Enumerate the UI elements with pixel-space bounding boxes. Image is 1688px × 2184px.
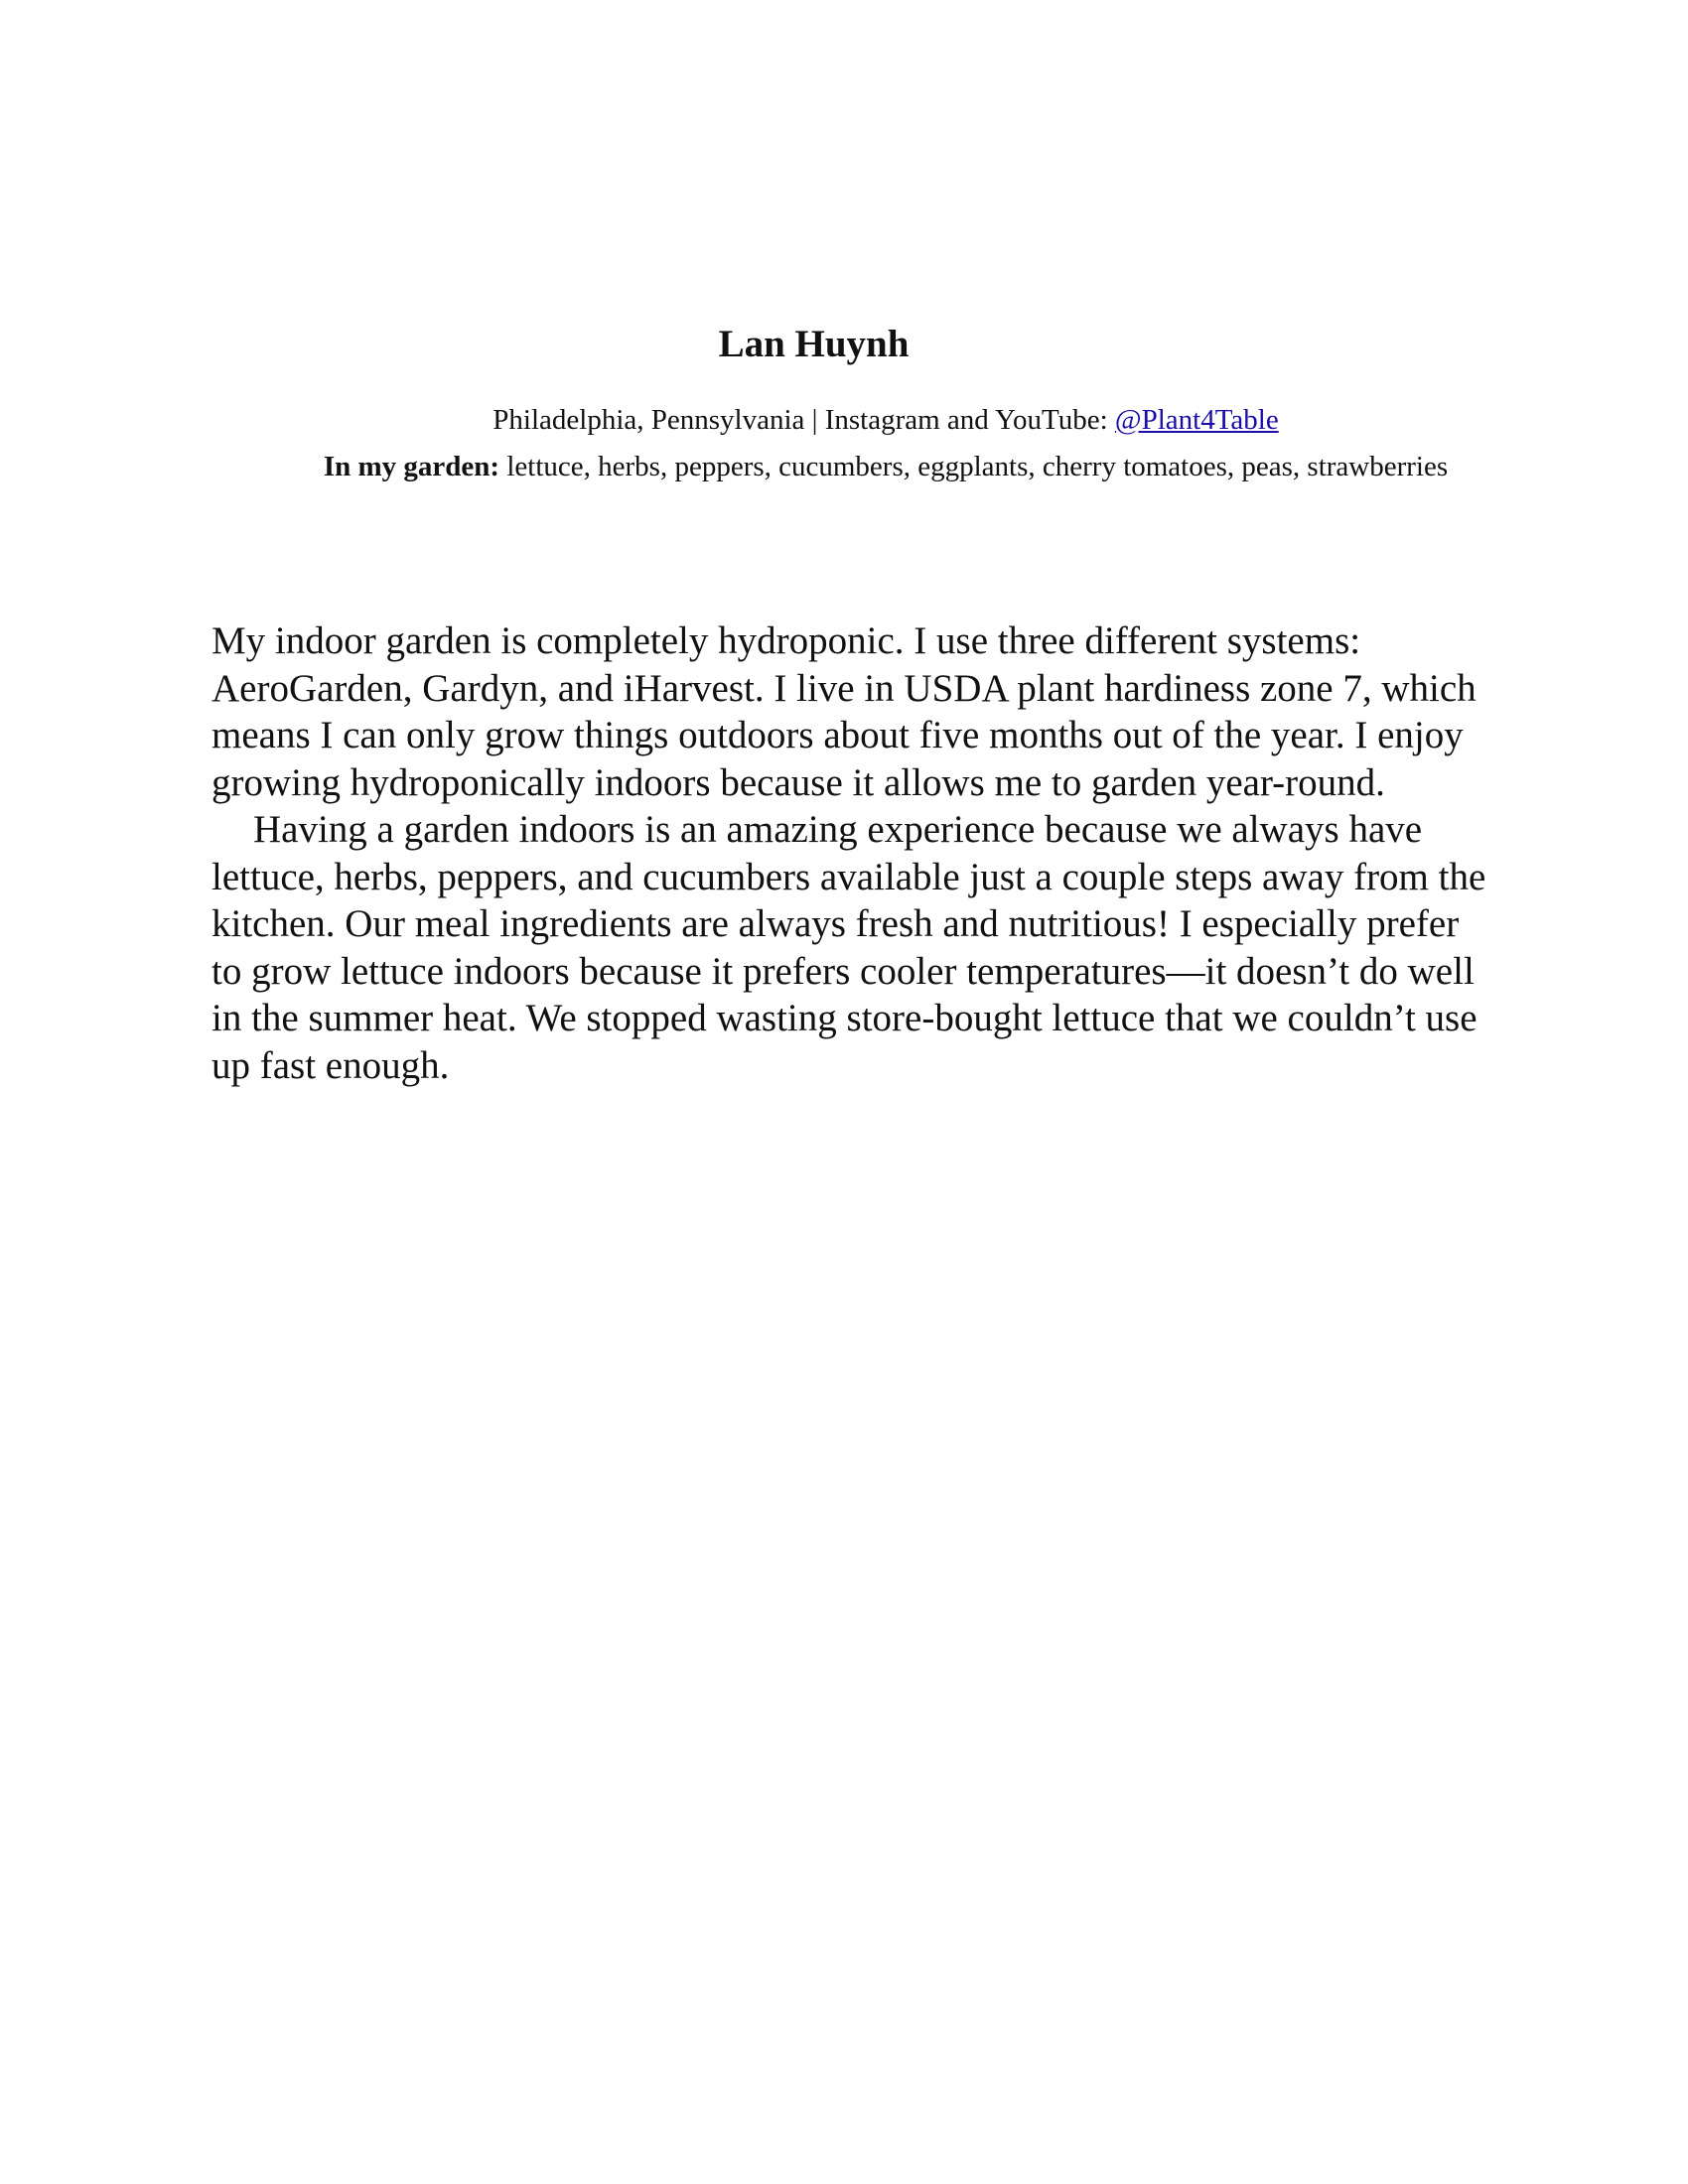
- location-social-line: [211, 397, 1561, 444]
- social-handle-link[interactable]: @Plant4Table: [1114, 404, 1279, 436]
- location-text: Philadelphia, Pennsylvania: [492, 404, 805, 436]
- article-body: [211, 617, 1492, 1089]
- garden-label: In my garden:: [323, 451, 500, 482]
- profile-header: [211, 316, 1477, 373]
- article-paragraph-1: My indoor garden is completely hydroponic. I use three different systems: AeroGarden, Gardyn, and iHarvest. I live in USDA plant hardiness zone 7, which means I can only grow things outdoors about five months out of the year. I enjoy growing hydroponically indoors because it allows me to garden year-round.: [211, 619, 1477, 804]
- social-label: Instagram and YouTube:: [824, 404, 1115, 436]
- garden-list: lettuce, herbs, peppers, cucumbers, eggplants, cherry tomatoes, peas, strawberries: [506, 451, 1449, 482]
- garden-line: [211, 444, 1561, 490]
- profile-meta: [211, 397, 1561, 490]
- article-paragraph-2: Having a garden indoors is an amazing experience because we always have lettuce, herbs, peppers, and cucumbers available just a couple steps away from the kitchen. Our meal ingredients are always fresh and nutritious! I especially prefer to grow lettuce indoors because it prefers cooler temperatures—it doesn’t do well in the summer heat. We stopped wasting store-bought lettuce that we couldn’t use up fast enough.: [211, 808, 1486, 1087]
- separator-text: |: [804, 404, 825, 436]
- author-name: Lan Huynh: [718, 323, 910, 365]
